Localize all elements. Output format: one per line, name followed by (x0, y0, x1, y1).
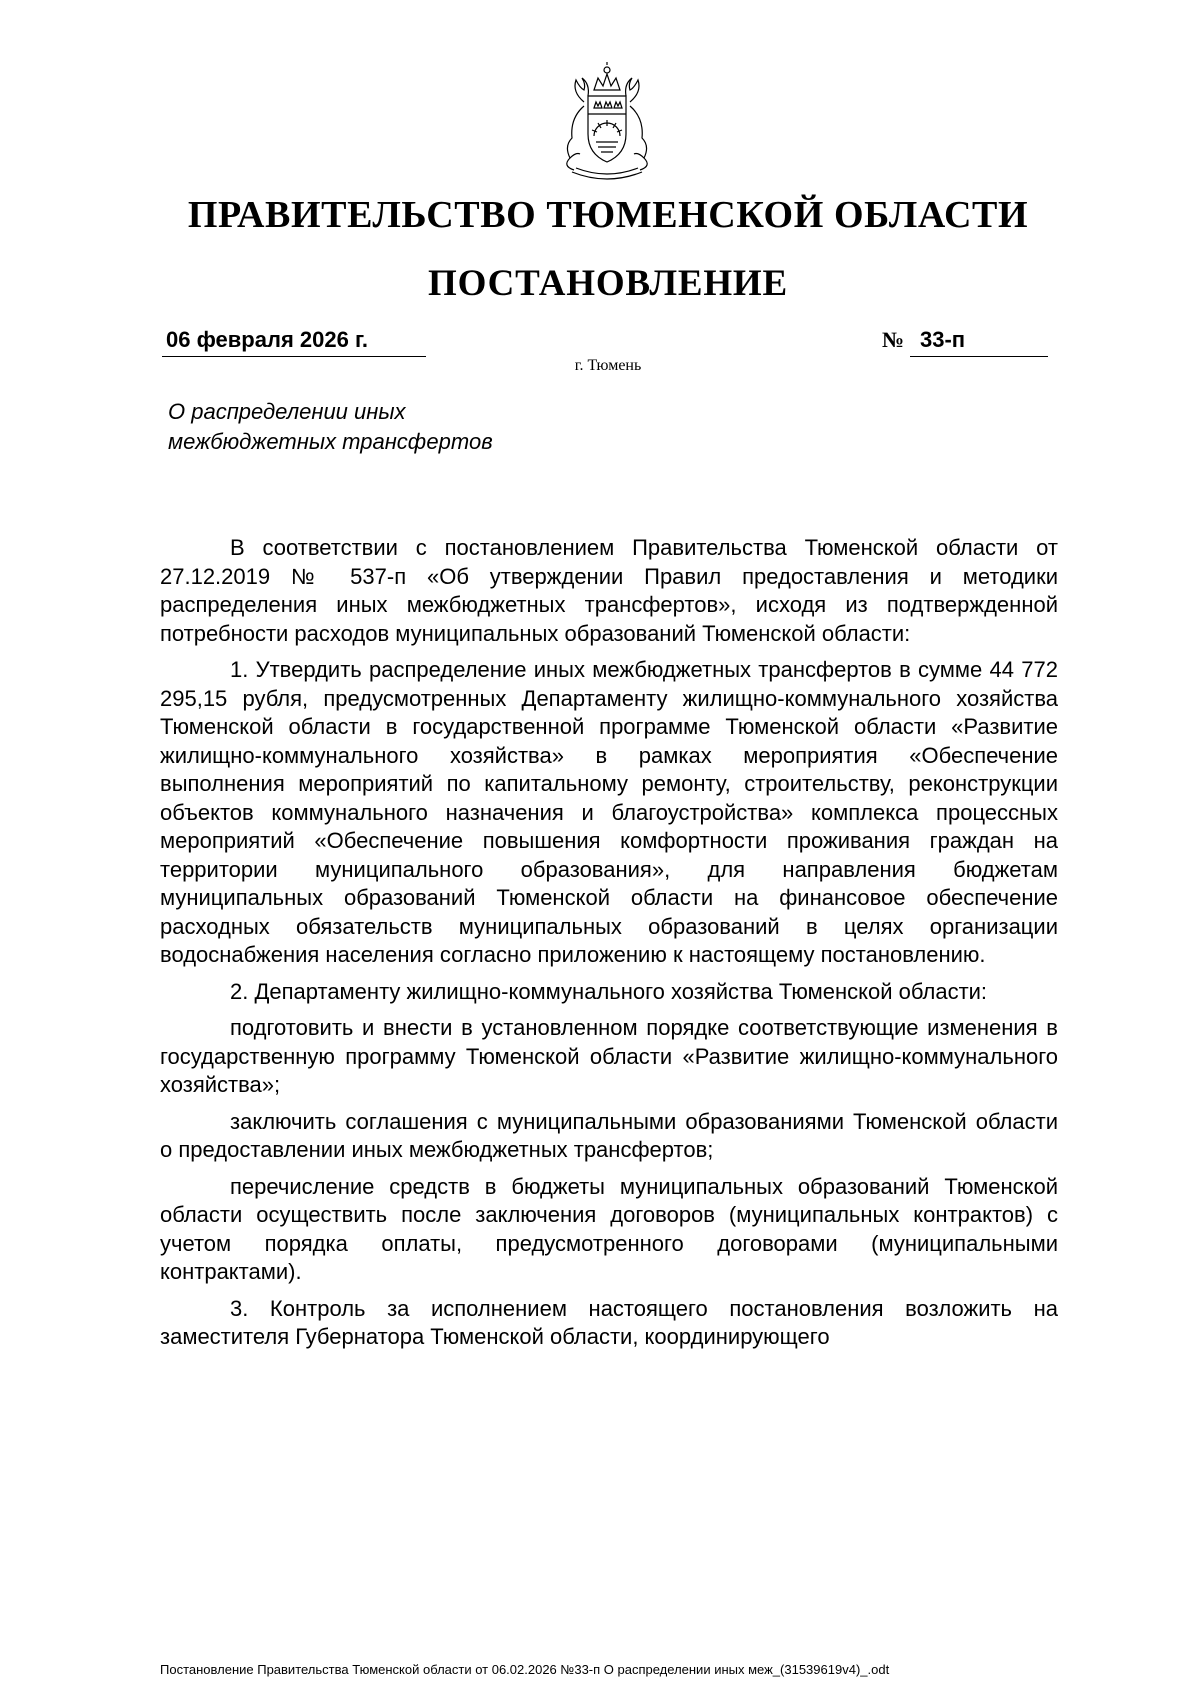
subject-line-1: О распределении иных (168, 399, 406, 424)
document-subject (168, 397, 588, 457)
preamble-paragraph: В соответствии с постановлением Правительства Тюменской области от 27.12.2019 № 537-п «Об утверждении Правил предоставления и методики распределения иных межбюджетных трансфертов», исходя из подтвержденной потребности расходов муниципальных образований Тюменской области: (160, 535, 1058, 646)
item-3-paragraph: 3. Контроль за исполнением настоящего постановления возложить на заместителя Губернатора Тюменской области, координирующего (160, 1295, 1058, 1349)
subject-line-2: межбюджетных трансфертов (168, 429, 493, 454)
item-2-subparagraph-b: заключить соглашения с муниципальными образованиями Тюменской области о предоставлении иных межбюджетных трансфертов; (160, 1108, 1058, 1162)
organization-title: ПРАВИТЕЛЬСТВО ТЮМЕНСКОЙ ОБЛАСТИ (187, 194, 1029, 236)
document-footer: Постановление Правительства Тюменской области от 06.02.2026 №33-п О распределении иных меж_(31539619v4)_.odt (160, 1662, 890, 1677)
item-2-paragraph: 2. Департаменту жилищно-коммунального хозяйства Тюменской области: (230, 978, 988, 1004)
document-number: 33-п (910, 327, 1048, 357)
item-1-paragraph: 1. Утвердить распределение иных межбюджетных трансфертов в сумме 44 772 295,15 рубля, предусмотренных Департаменту жилищно-коммунального хозяйства Тюменской области в государственной программе Тюменской области «Развитие жилищно-коммунального хозяйства» в рамках мероприятия «Обеспечение выполнения мероприятий по капитальному ремонту, строительству, реконструкции объектов коммунального назначения и благоустройства» комплекса процессных мероприятий «Обеспечение повышения комфортности проживания граждан на территории муниципального образования», для направления бюджетам муниципальных образований Тюменской области на финансовое обеспечение расходных обязательств муниципальных образований в целях организации водоснабжения населения согласно приложению к настоящему постановлению. (160, 657, 1058, 967)
document-number-label: № (882, 327, 905, 352)
tyumen-region-coat-of-arms-icon (554, 62, 660, 184)
item-2-subparagraph-a: подготовить и внести в установленном порядке соответствующие изменения в государственную программу Тюменской области «Развитие жилищно-коммунального хозяйства»; (160, 1015, 1058, 1097)
item-2-subparagraph-c: перечисление средств в бюджеты муниципальных образований Тюменской области осуществить после заключения договоров (муниципальных контрактов) с учетом порядка оплаты, предусмотренного договорами (муниципальными контрактами). (160, 1173, 1058, 1284)
document-city: г. Тюмень (574, 357, 642, 374)
document-body (160, 534, 1058, 1360)
document-type-title: ПОСТАНОВЛЕНИЕ (427, 263, 788, 304)
document-date: 06 февраля 2026 г. (162, 327, 426, 357)
